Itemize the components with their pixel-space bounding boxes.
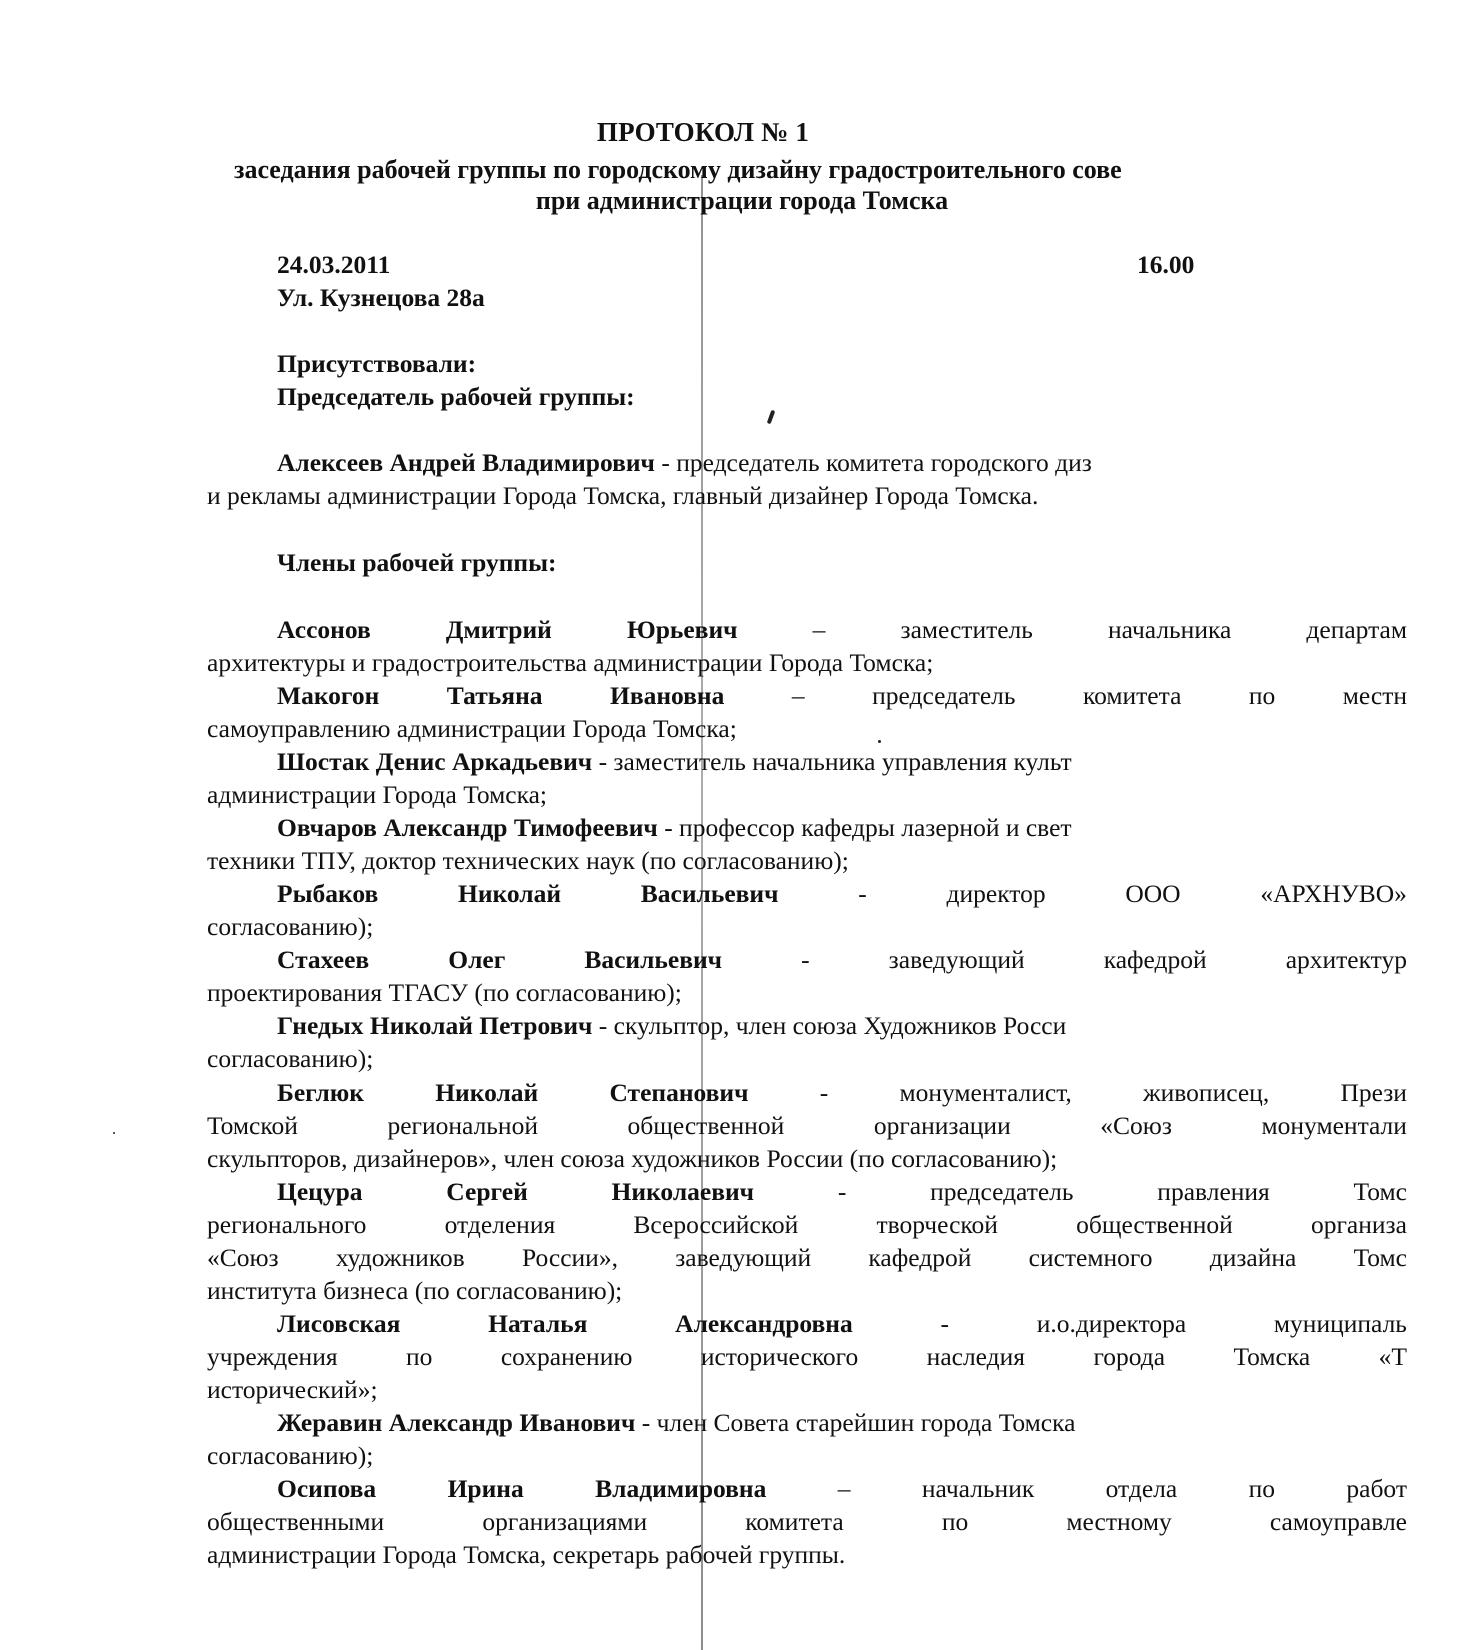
meeting-address: Ул. Кузнецова 28а — [277, 283, 485, 312]
member-role-word: по — [406, 1342, 433, 1371]
chair-entry — [277, 446, 1092, 479]
member-role-word: Томской — [207, 1111, 298, 1140]
member-entry — [277, 943, 1407, 976]
member-name-word: Олег — [448, 945, 506, 974]
chair-role-continued: и рекламы администрации Города Томска, главный дизайнер Города Томска. — [207, 481, 1039, 510]
member-role-word: организациями — [482, 1507, 648, 1536]
member-name-word: Осипова — [277, 1474, 377, 1503]
member-role-word: монументалист, — [899, 1078, 1072, 1107]
page-subtitle-line2: при администрации города Томска — [535, 186, 949, 215]
member-name-word: Татьяна — [446, 681, 543, 710]
member-role-word: директор — [946, 879, 1046, 908]
member-role: - профессор кафедры лазерной и свет — [657, 813, 1072, 842]
member-name: Овчаров Александр Тимофеевич — [277, 813, 658, 842]
member-role-word: председатель — [872, 681, 1016, 710]
member-role-word: системного — [1028, 1243, 1153, 1272]
member-name-word: Александровна — [675, 1309, 853, 1338]
member-role-continued: администрации Города Томска; — [207, 780, 547, 809]
member-role-word: местн — [1342, 681, 1407, 710]
member-dash: – — [837, 1474, 851, 1503]
member-entry — [277, 811, 1072, 844]
member-role-word: муниципаль — [1273, 1309, 1407, 1338]
member-role: - член Совета старейшин города Томска — [635, 1408, 1076, 1437]
member-role-word: общественной — [627, 1111, 785, 1140]
member-name-word: Наталья — [488, 1309, 588, 1338]
member-dash: - — [819, 1078, 829, 1107]
member-role-word: Томс — [1353, 1243, 1407, 1272]
member-role-continued: согласованию); — [207, 1441, 374, 1470]
member-name-word: Ивановна — [610, 681, 725, 710]
member-role-word: наследия — [926, 1342, 1026, 1371]
member-role-word: Томс — [1353, 1177, 1407, 1206]
member-entry — [277, 877, 1407, 910]
member-name-word: Николай — [435, 1078, 539, 1107]
member-entry — [277, 1175, 1407, 1208]
present-label: Присутствовали: — [277, 349, 477, 378]
member-name-word: Васильевич — [584, 945, 723, 974]
member-role-continued: администрации Города Томска, секретарь рабочей группы. — [207, 1540, 846, 1569]
members-label: Члены рабочей группы: — [277, 548, 557, 577]
member-role-word: регионального — [207, 1210, 367, 1239]
page-subtitle-line1: заседания рабочей группы по городскому дизайну градостроительного сове — [234, 155, 1122, 184]
member-role-word: Прези — [1340, 1078, 1407, 1107]
scan-speck — [878, 740, 881, 743]
member-name-word: Васильевич — [640, 879, 779, 908]
member-role-word: кафедрой — [1103, 945, 1207, 974]
member-role-word: председатель — [930, 1177, 1074, 1206]
member-name-word: Владимировна — [595, 1474, 767, 1503]
member-role-word: общественной — [1076, 1210, 1233, 1239]
member-role-word: начальника — [1108, 615, 1232, 644]
member-entry — [277, 613, 1407, 646]
member-role-continued — [207, 1208, 1407, 1241]
member-role-word: кафедрой — [868, 1243, 972, 1272]
member-name-word: Юрьевич — [626, 615, 738, 644]
member-role-word: «Т — [1378, 1342, 1407, 1371]
member-name-word: Николай — [457, 879, 562, 908]
member-name-word: Макогон — [277, 681, 380, 710]
member-role-word: самоуправле — [1269, 1507, 1407, 1536]
member-entry — [277, 1076, 1407, 1109]
member-entry — [277, 1406, 1075, 1439]
member-role-continued: скульпторов, дизайнеров», член союза художников России (по согласованию); — [207, 1144, 1058, 1173]
member-role-continued: института бизнеса (по согласованию); — [207, 1276, 623, 1305]
member-role-continued: проектирования ТГАСУ (по согласованию); — [207, 978, 682, 1007]
member-role-word: архитектур — [1285, 945, 1407, 974]
chair-role: - председатель комитета городского диз — [661, 448, 1092, 477]
member-entry — [277, 745, 1072, 778]
member-role: - заместитель начальника управления культ — [592, 747, 1072, 776]
member-name-word: Лисовская — [277, 1309, 401, 1338]
member-role-word: правления — [1157, 1177, 1270, 1206]
member-dash: - — [940, 1309, 949, 1338]
member-role-word: комитета — [1083, 681, 1182, 710]
member-entry — [277, 1009, 1066, 1042]
member-role-word: по — [1248, 681, 1276, 710]
member-role-word: и.о.директора — [1036, 1309, 1187, 1338]
member-role-word: начальник — [921, 1474, 1035, 1503]
member-role-continued: техники ТПУ, доктор технических наук (по согласованию); — [207, 846, 849, 875]
member-role-continued: согласованию); — [207, 1044, 374, 1073]
member-role-word: монументали — [1261, 1111, 1407, 1140]
member-name-word: Стахеев — [277, 945, 370, 974]
member-role-word: организа — [1310, 1210, 1407, 1239]
member-role-word: «АРХНУВО» — [1260, 879, 1407, 908]
member-role-word: заместитель — [900, 615, 1033, 644]
member-role-word: заведующий — [675, 1243, 812, 1272]
chair-label: Председатель рабочей группы: — [277, 382, 635, 411]
member-role-word: отдела — [1105, 1474, 1178, 1503]
member-role-word: общественными — [207, 1507, 385, 1536]
member-name-word: Ассонов — [277, 615, 371, 644]
member-entry — [277, 1472, 1407, 1505]
member-role-continued — [207, 1241, 1407, 1274]
member-role-continued: архитектуры и градостроительства администрации Города Томска; — [207, 648, 934, 677]
member-role-word: учреждения — [207, 1342, 338, 1371]
member-role-word: департам — [1306, 615, 1407, 644]
member-role-continued: согласованию); — [207, 912, 374, 941]
meeting-date: 24.03.2011 — [277, 250, 391, 279]
member-role-word: дизайна — [1209, 1243, 1297, 1272]
member-role-continued — [207, 1505, 1407, 1538]
member-role-word: работ — [1346, 1474, 1407, 1503]
member-entry — [277, 679, 1407, 712]
member-name: Жеравин Александр Иванович — [277, 1408, 636, 1437]
member-role-word: Всероссийской — [633, 1210, 799, 1239]
member-role: - скульптор, член союза Художников Росси — [592, 1011, 1067, 1040]
member-role-word: живописец, — [1143, 1078, 1270, 1107]
member-dash: - — [858, 879, 867, 908]
member-role-word: художников — [335, 1243, 465, 1272]
member-role-word: отделения — [444, 1210, 556, 1239]
member-role-word: заведующий — [888, 945, 1025, 974]
member-name-word: Цецура — [277, 1177, 363, 1206]
member-name-word: Рыбаков — [277, 879, 379, 908]
member-name-word: Николаевич — [611, 1177, 755, 1206]
member-role-word: города — [1093, 1342, 1166, 1371]
member-role-word: ООО — [1125, 879, 1181, 908]
member-role-word: исторического — [700, 1342, 859, 1371]
member-role-continued: исторический»; — [207, 1375, 378, 1404]
meeting-time: 16.00 — [1137, 250, 1195, 279]
member-entry — [277, 1307, 1407, 1340]
member-name-word: Степанович — [609, 1078, 749, 1107]
member-role-word: России», — [521, 1243, 618, 1272]
member-role-continued: самоуправлению администрации Города Томска; — [207, 714, 737, 743]
scan-speck — [767, 410, 776, 425]
member-dash: - — [801, 945, 810, 974]
member-role-word: «Союз — [207, 1243, 279, 1272]
scan-speck — [113, 1132, 115, 1134]
member-name-word: Беглюк — [277, 1078, 364, 1107]
member-name: Гнедых Николай Петрович — [277, 1011, 593, 1040]
chair-name: Алексеев Андрей Владимирович — [277, 448, 655, 477]
member-role-word: по — [1248, 1474, 1275, 1503]
member-name-word: Дмитрий — [445, 615, 552, 644]
member-dash: – — [812, 615, 826, 644]
member-name-word: Ирина — [447, 1474, 524, 1503]
member-role-word: по — [941, 1507, 969, 1536]
member-role-word: сохранению — [500, 1342, 633, 1371]
member-role-word: творческой — [876, 1210, 998, 1239]
member-role-word: местному — [1066, 1507, 1172, 1536]
member-dash: – — [791, 681, 805, 710]
member-name-word: Сергей — [446, 1177, 528, 1206]
member-role-word: комитета — [745, 1507, 844, 1536]
member-role-word: «Союз — [1100, 1111, 1172, 1140]
member-role-continued — [207, 1340, 1407, 1373]
member-name: Шостак Денис Аркадьевич — [277, 747, 593, 776]
page-title: ПРОТОКОЛ № 1 — [596, 117, 810, 147]
member-role-word: организации — [873, 1111, 1011, 1140]
member-dash: - — [837, 1177, 847, 1206]
member-role-word: Томска — [1233, 1342, 1311, 1371]
member-role-word: региональной — [387, 1111, 538, 1140]
member-role-continued — [207, 1109, 1407, 1142]
